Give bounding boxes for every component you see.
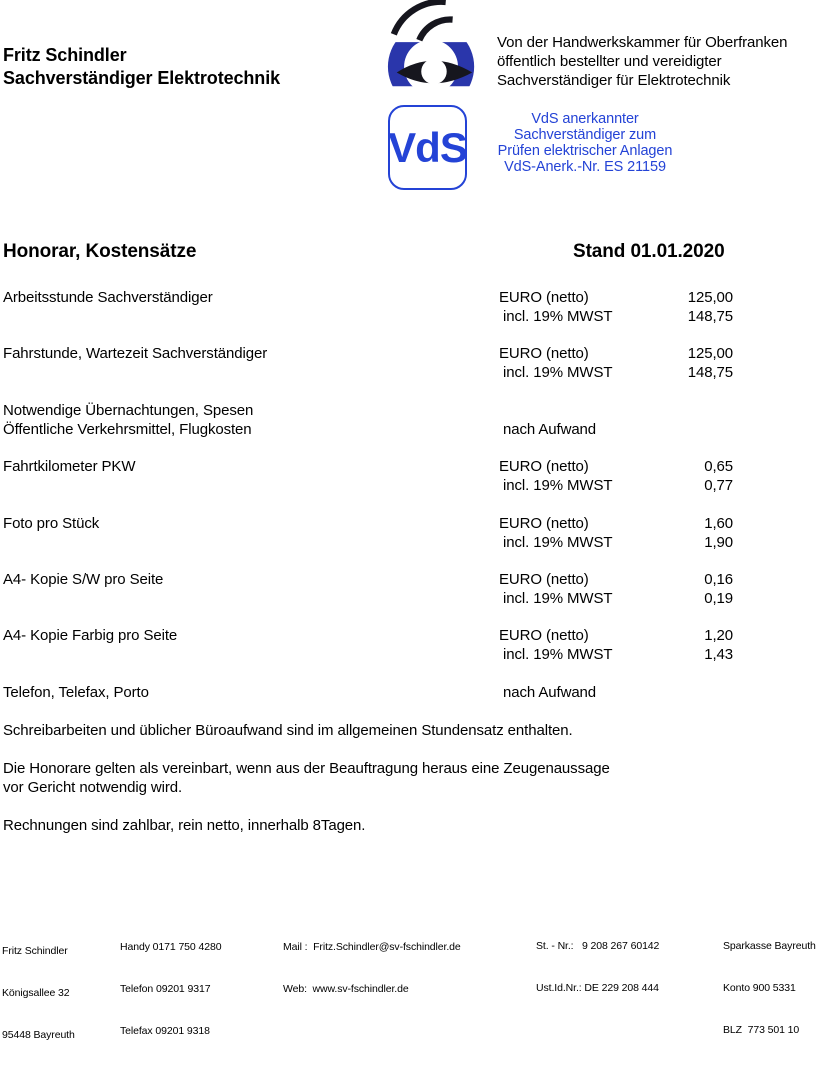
fee-value-gross: 1,43	[704, 646, 733, 663]
fee-label: Fahrtkilometer PKW	[3, 458, 136, 475]
fee-unit-gross: incl. 19% MWST	[503, 646, 613, 663]
page-title: Honorar, Kostensätze	[3, 241, 197, 262]
fee-label: Notwendige Übernachtungen, Spesen	[3, 402, 254, 419]
chamber-text-block	[497, 33, 787, 90]
note-line: Die Honorare gelten als vereinbart, wenn aus der Beauftragung heraus eine Zeugenaussage	[3, 760, 610, 777]
fee-value-net: 1,60	[704, 515, 733, 532]
fee-label: A4- Kopie S/W pro Seite	[3, 571, 164, 588]
note-paragraph	[3, 816, 763, 835]
footer-line: Fritz Schindler	[2, 945, 68, 957]
fee-unit-gross: incl. 19% MWST	[503, 308, 613, 325]
fee-value-net: 125,00	[687, 289, 733, 306]
fee-value-gross: 0,77	[704, 477, 733, 494]
note-paragraph	[3, 721, 763, 740]
fee-unit-gross: incl. 19% MWST	[503, 364, 613, 381]
fee-row-uebernachtungen	[0, 402, 828, 442]
fee-unit-net: EURO (netto)	[499, 571, 589, 588]
fee-value-net: 0,65	[704, 458, 733, 475]
fee-row-foto	[0, 515, 828, 555]
note-line: Rechnungen sind zahlbar, rein netto, innerhalb 8Tagen.	[3, 817, 366, 834]
chamber-line: Sachverständiger für Elektrotechnik	[497, 72, 731, 89]
fee-row-telefon	[0, 684, 828, 704]
footer-line: Telefon 09201 9317	[120, 983, 211, 995]
eye-iris-icon	[421, 59, 446, 84]
footer-line: Konto 900 5331	[723, 982, 796, 994]
fee-label-line2: Öffentliche Verkehrsmittel, Flugkosten	[3, 421, 252, 438]
vds-cert-line: Sachverständiger zum	[513, 127, 657, 143]
fee-unit-gross: incl. 19% MWST	[503, 590, 613, 607]
chamber-line: öffentlich bestellter und vereidigter	[497, 53, 722, 70]
footer-tax	[536, 911, 659, 1023]
fee-label: A4- Kopie Farbig pro Seite	[3, 627, 178, 644]
fee-row-fahrstunde	[0, 345, 828, 385]
owner-name: Fritz Schindler	[3, 45, 127, 65]
chamber-line: Von der Handwerkskammer für Oberfranken	[497, 34, 788, 51]
note-line: Schreibarbeiten und üblicher Büroaufwand sind im allgemeinen Stundensatz enthalten.	[3, 722, 573, 739]
footer-line: 95448 Bayreuth	[2, 1029, 75, 1041]
footer-line: BLZ 773 501 10	[723, 1024, 800, 1036]
effective-date: Stand 01.01.2020	[573, 241, 725, 262]
vds-cert-line: Prüfen elektrischer Anlagen	[497, 143, 673, 159]
vds-cert-line: VdS anerkannter	[531, 111, 639, 127]
footer-line: Handy 0171 750 4280	[120, 941, 222, 953]
fee-row-kopie-sw	[0, 571, 828, 611]
letterhead-name-block	[3, 44, 280, 90]
footer-line: St. - Nr.: 9 208 267 60142	[536, 940, 660, 952]
fee-unit-net: EURO (netto)	[499, 458, 589, 475]
fee-value-gross: 148,75	[687, 308, 733, 325]
fee-value-net: 125,00	[687, 345, 733, 362]
footer-line: Königsallee 32	[2, 987, 70, 999]
footer-line: Telefax 09201 9318	[120, 1025, 210, 1037]
footer-website: Web: www.sv-fschindler.de	[283, 983, 409, 995]
fee-value-net: 0,16	[704, 571, 733, 588]
fee-label: Telefon, Telefax, Porto	[3, 684, 149, 701]
note-paragraph	[3, 759, 763, 797]
footer-bank	[723, 911, 816, 1065]
vds-logo-text: VdS	[388, 123, 467, 171]
fee-row-kopie-farbig	[0, 627, 828, 667]
footer-line: Sparkasse Bayreuth	[723, 940, 816, 952]
fee-value-net: 1,20	[704, 627, 733, 644]
fee-unit-net: EURO (netto)	[499, 627, 589, 644]
fee-unit-net: EURO (netto)	[499, 289, 589, 306]
footer-email: Mail : Fritz.Schindler@sv-fschindler.de	[283, 941, 461, 953]
fee-unit-net: EURO (netto)	[499, 515, 589, 532]
footer-line: Ust.Id.Nr.: DE 229 208 444	[536, 982, 659, 994]
owner-profession: Sachverständiger Elektrotechnik	[3, 68, 281, 88]
fee-label: Fahrstunde, Wartezeit Sachverständiger	[3, 345, 268, 362]
fee-value-gross: 1,90	[704, 534, 733, 551]
note-line: vor Gericht notwendig wird.	[3, 779, 183, 796]
fee-unit-gross: incl. 19% MWST	[503, 534, 613, 551]
fee-label: Arbeitsstunde Sachverständiger	[3, 289, 213, 306]
fee-label: Foto pro Stück	[3, 515, 100, 532]
fee-note: nach Aufwand	[503, 684, 597, 701]
footer-address	[2, 916, 75, 1070]
vds-certification-block	[455, 111, 715, 175]
fee-row-fahrtkilometer	[0, 458, 828, 498]
vds-cert-line: VdS-Anerk.-Nr. ES 21159	[504, 159, 666, 175]
expert-eye-logo	[383, 0, 483, 98]
fee-note: nach Aufwand	[503, 421, 597, 438]
fee-unit-net: EURO (netto)	[499, 345, 589, 362]
fee-value-gross: 148,75	[687, 364, 733, 381]
fee-unit-gross: incl. 19% MWST	[503, 477, 613, 494]
footer-phones	[120, 912, 221, 1066]
footer-online	[283, 912, 461, 1024]
fee-row-arbeitsstunde	[0, 289, 828, 329]
signal-arc-outer-icon	[394, 2, 446, 35]
fee-value-gross: 0,19	[704, 590, 733, 607]
signal-arc-inner-icon	[419, 20, 452, 41]
